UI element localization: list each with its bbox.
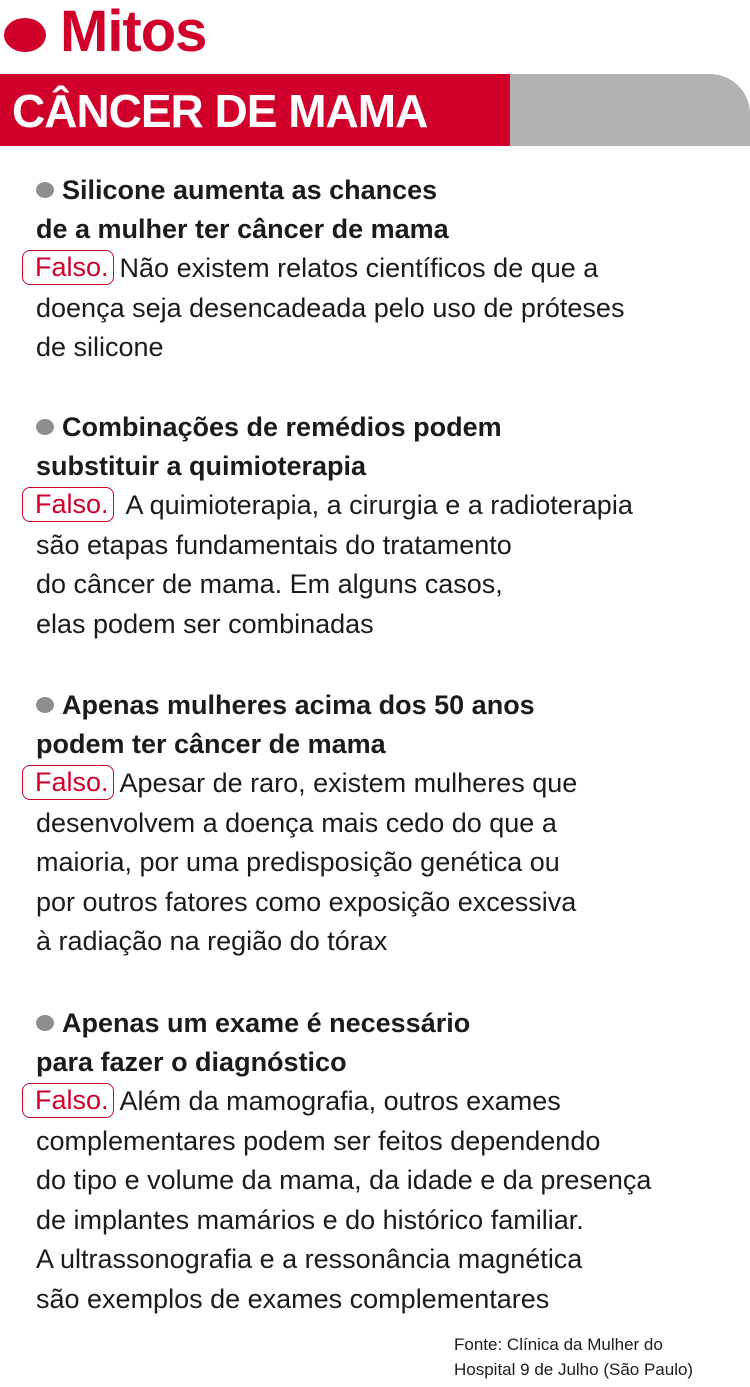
myth-question (36, 686, 736, 764)
myth-answer-line: maioria, por uma predisposição genética ou (36, 847, 560, 877)
myth-question (36, 1004, 736, 1082)
myth-question (36, 171, 736, 249)
myth-answer-line: Falso. Além da mamografia, outros exames (36, 1082, 736, 1122)
myth-answer-line: de implantes mamários e do histórico familiar. (36, 1204, 584, 1235)
myth-answer-line: elas podem ser combinadas (36, 608, 374, 639)
myth-question-line: Apenas um exame é necessário (36, 1004, 736, 1043)
bullet-icon (36, 697, 54, 713)
myth-answer-line: Falso. Apesar de raro, existem mulheres que (36, 764, 736, 804)
myth-answer-line: Falso. A quimioterapia, a cirurgia e a radioterapia (36, 486, 736, 526)
bullet-icon (36, 419, 54, 435)
myth-item (36, 686, 736, 962)
myth-answer-line: por outros fatores como exposição excessiva (36, 886, 577, 917)
myth-question-line: para fazer o diagnóstico (36, 1047, 347, 1077)
myth-answer (36, 249, 736, 368)
myth-answer-line: desenvolvem a doença mais cedo do que a (36, 807, 557, 838)
banner-title: CÂNCER DE MAMA (12, 85, 428, 137)
section-header (4, 0, 206, 64)
source-line: Fonte: Clínica da Mulher do (454, 1335, 663, 1354)
myth-answer-line: à radiação na região do tórax (36, 926, 388, 956)
myth-item (36, 1004, 736, 1319)
myth-answer-line: do tipo e volume da mama, da idade e da presença (36, 1165, 652, 1195)
title-banner (0, 74, 750, 146)
myth-answer-line: complementares podem ser feitos dependendo (36, 1125, 601, 1156)
myth-answer-line: do câncer de mama. Em alguns casos, (36, 569, 503, 599)
red-dot-icon (4, 18, 46, 52)
myth-answer (36, 1082, 736, 1319)
myth-item (36, 408, 736, 644)
myth-question-line: Combinações de remédios podem (36, 408, 736, 447)
myth-answer-line: são etapas fundamentais do tratamento (36, 529, 512, 560)
falso-badge: Falso. (22, 487, 114, 522)
bullet-icon (36, 1015, 54, 1031)
myth-answer-line: de silicone (36, 332, 164, 362)
section-title: Mitos (60, 0, 207, 64)
myth-answer (36, 486, 736, 644)
myth-question (36, 408, 736, 486)
myth-item (36, 171, 736, 368)
myth-answer-line: doença seja desencadeada pelo uso de próteses (36, 292, 625, 323)
falso-badge: Falso. (22, 250, 114, 285)
source-line: Hospital 9 de Julho (São Paulo) (454, 1360, 694, 1379)
falso-badge: Falso. (22, 1083, 114, 1118)
falso-badge: Falso. (22, 765, 114, 800)
myth-answer-line: Falso. Não existem relatos científicos de que a (36, 249, 736, 289)
bullet-icon (36, 182, 54, 198)
myth-answer (36, 764, 736, 962)
myth-question-line: Apenas mulheres acima dos 50 anos (36, 686, 736, 725)
myth-question-line: podem ter câncer de mama (36, 729, 386, 759)
myth-question-line: de a mulher ter câncer de mama (36, 214, 449, 244)
myth-question-line: substituir a quimioterapia (36, 451, 367, 481)
myth-question-line: Silicone aumenta as chances (36, 171, 736, 210)
source-credit (454, 1332, 693, 1382)
myth-answer-line: são exemplos de exames complementares (36, 1283, 550, 1314)
myth-answer-line: A ultrassonografia e a ressonância magnética (36, 1244, 583, 1274)
